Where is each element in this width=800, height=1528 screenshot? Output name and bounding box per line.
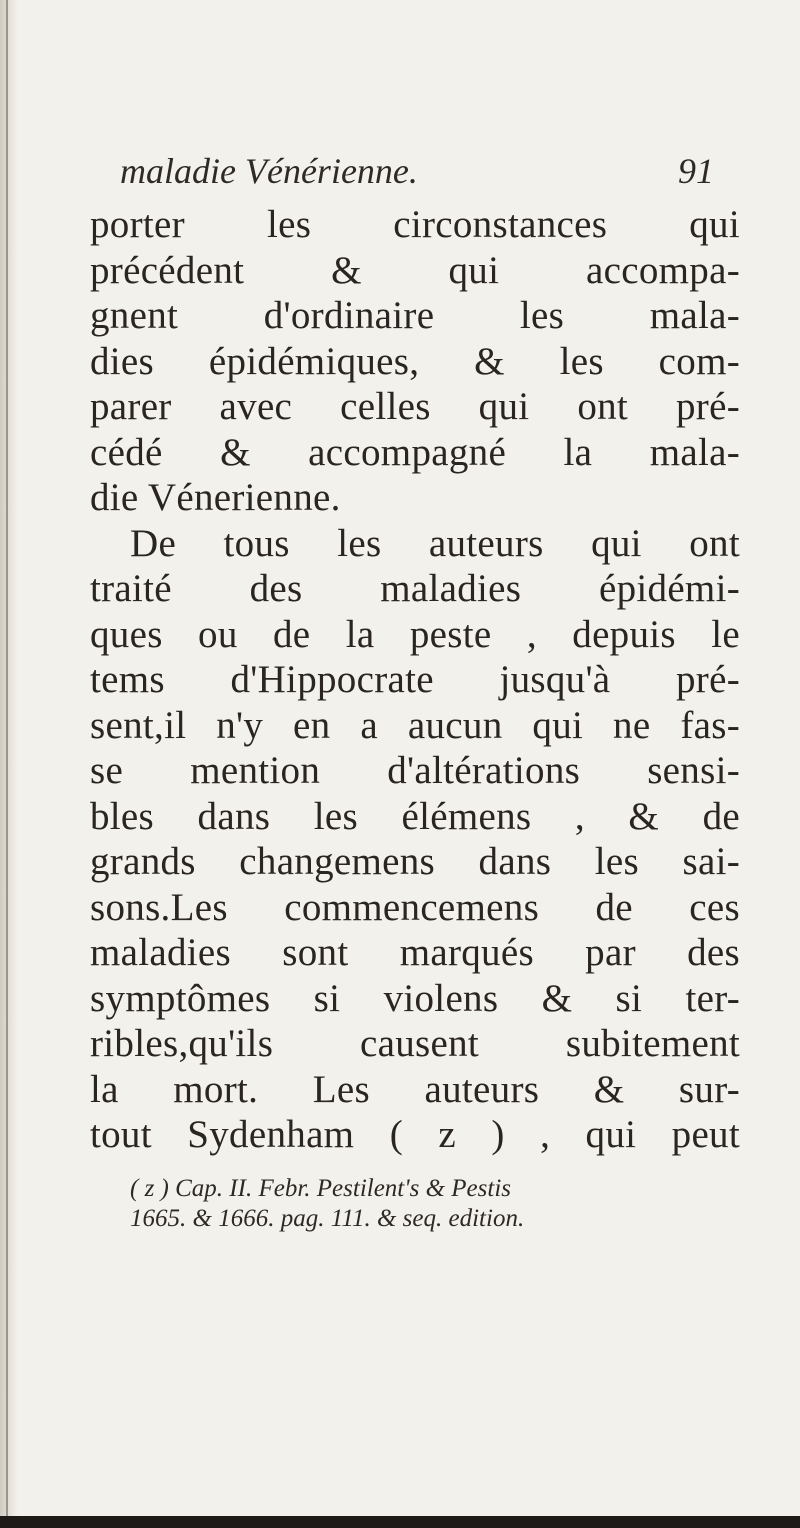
binding-edge bbox=[6, 0, 8, 1528]
book-page bbox=[90, 150, 740, 1234]
binding-gutter bbox=[0, 0, 18, 1528]
text-line: dies épidémiques, & les com- bbox=[90, 339, 740, 383]
page-bottom-edge bbox=[0, 1516, 800, 1528]
text-line: se mention d'altérations sensi- bbox=[90, 749, 740, 792]
footnote-line: 1665. & 1666. pag. 111. & seq. edition. bbox=[130, 1204, 525, 1232]
page-number: 91 bbox=[678, 151, 714, 191]
text-line: ques ou de la peste , depuis le bbox=[90, 612, 740, 656]
body-text bbox=[90, 202, 740, 1158]
text-line: cédé & accompagné la mala- bbox=[90, 430, 740, 474]
text-line: sent,il n'y en a aucun qui ne fas- bbox=[90, 703, 740, 747]
text-line: sons.Les commencemens de ces bbox=[90, 885, 740, 929]
text-line: parer avec celles qui ont pré- bbox=[90, 385, 740, 428]
text-line: die Vénerienne. bbox=[90, 476, 341, 519]
text-line: De tous les auteurs qui ont bbox=[130, 521, 740, 565]
text-line: porter les circonstances qui bbox=[90, 203, 740, 246]
text-line: symptômes si violens & si ter- bbox=[90, 976, 740, 1020]
text-line: grands changemens dans les sai- bbox=[90, 840, 740, 883]
text-line: maladies sont marqués par des bbox=[90, 931, 740, 974]
footnote-line: ( z ) Cap. II. Febr. Pestilent's & Pestis bbox=[130, 1174, 511, 1202]
text-line: tout Sydenham ( z ) , qui peut bbox=[90, 1113, 740, 1156]
text-line: bles dans les élémens , & de bbox=[90, 794, 740, 838]
running-title: maladie Vénérienne. bbox=[120, 151, 418, 191]
text-line: précédent & qui accompa- bbox=[90, 248, 740, 292]
text-line: tems d'Hippocrate jusqu'à pré- bbox=[90, 658, 740, 701]
text-line: traité des maladies épidémi- bbox=[90, 567, 740, 610]
text-line: ribles,qu'ils causent subitement bbox=[90, 1022, 740, 1065]
footnote bbox=[90, 1174, 740, 1234]
running-head bbox=[90, 150, 740, 200]
text-line: la mort. Les auteurs & sur- bbox=[90, 1067, 740, 1111]
text-line: gnent d'ordinaire les mala- bbox=[90, 294, 740, 337]
